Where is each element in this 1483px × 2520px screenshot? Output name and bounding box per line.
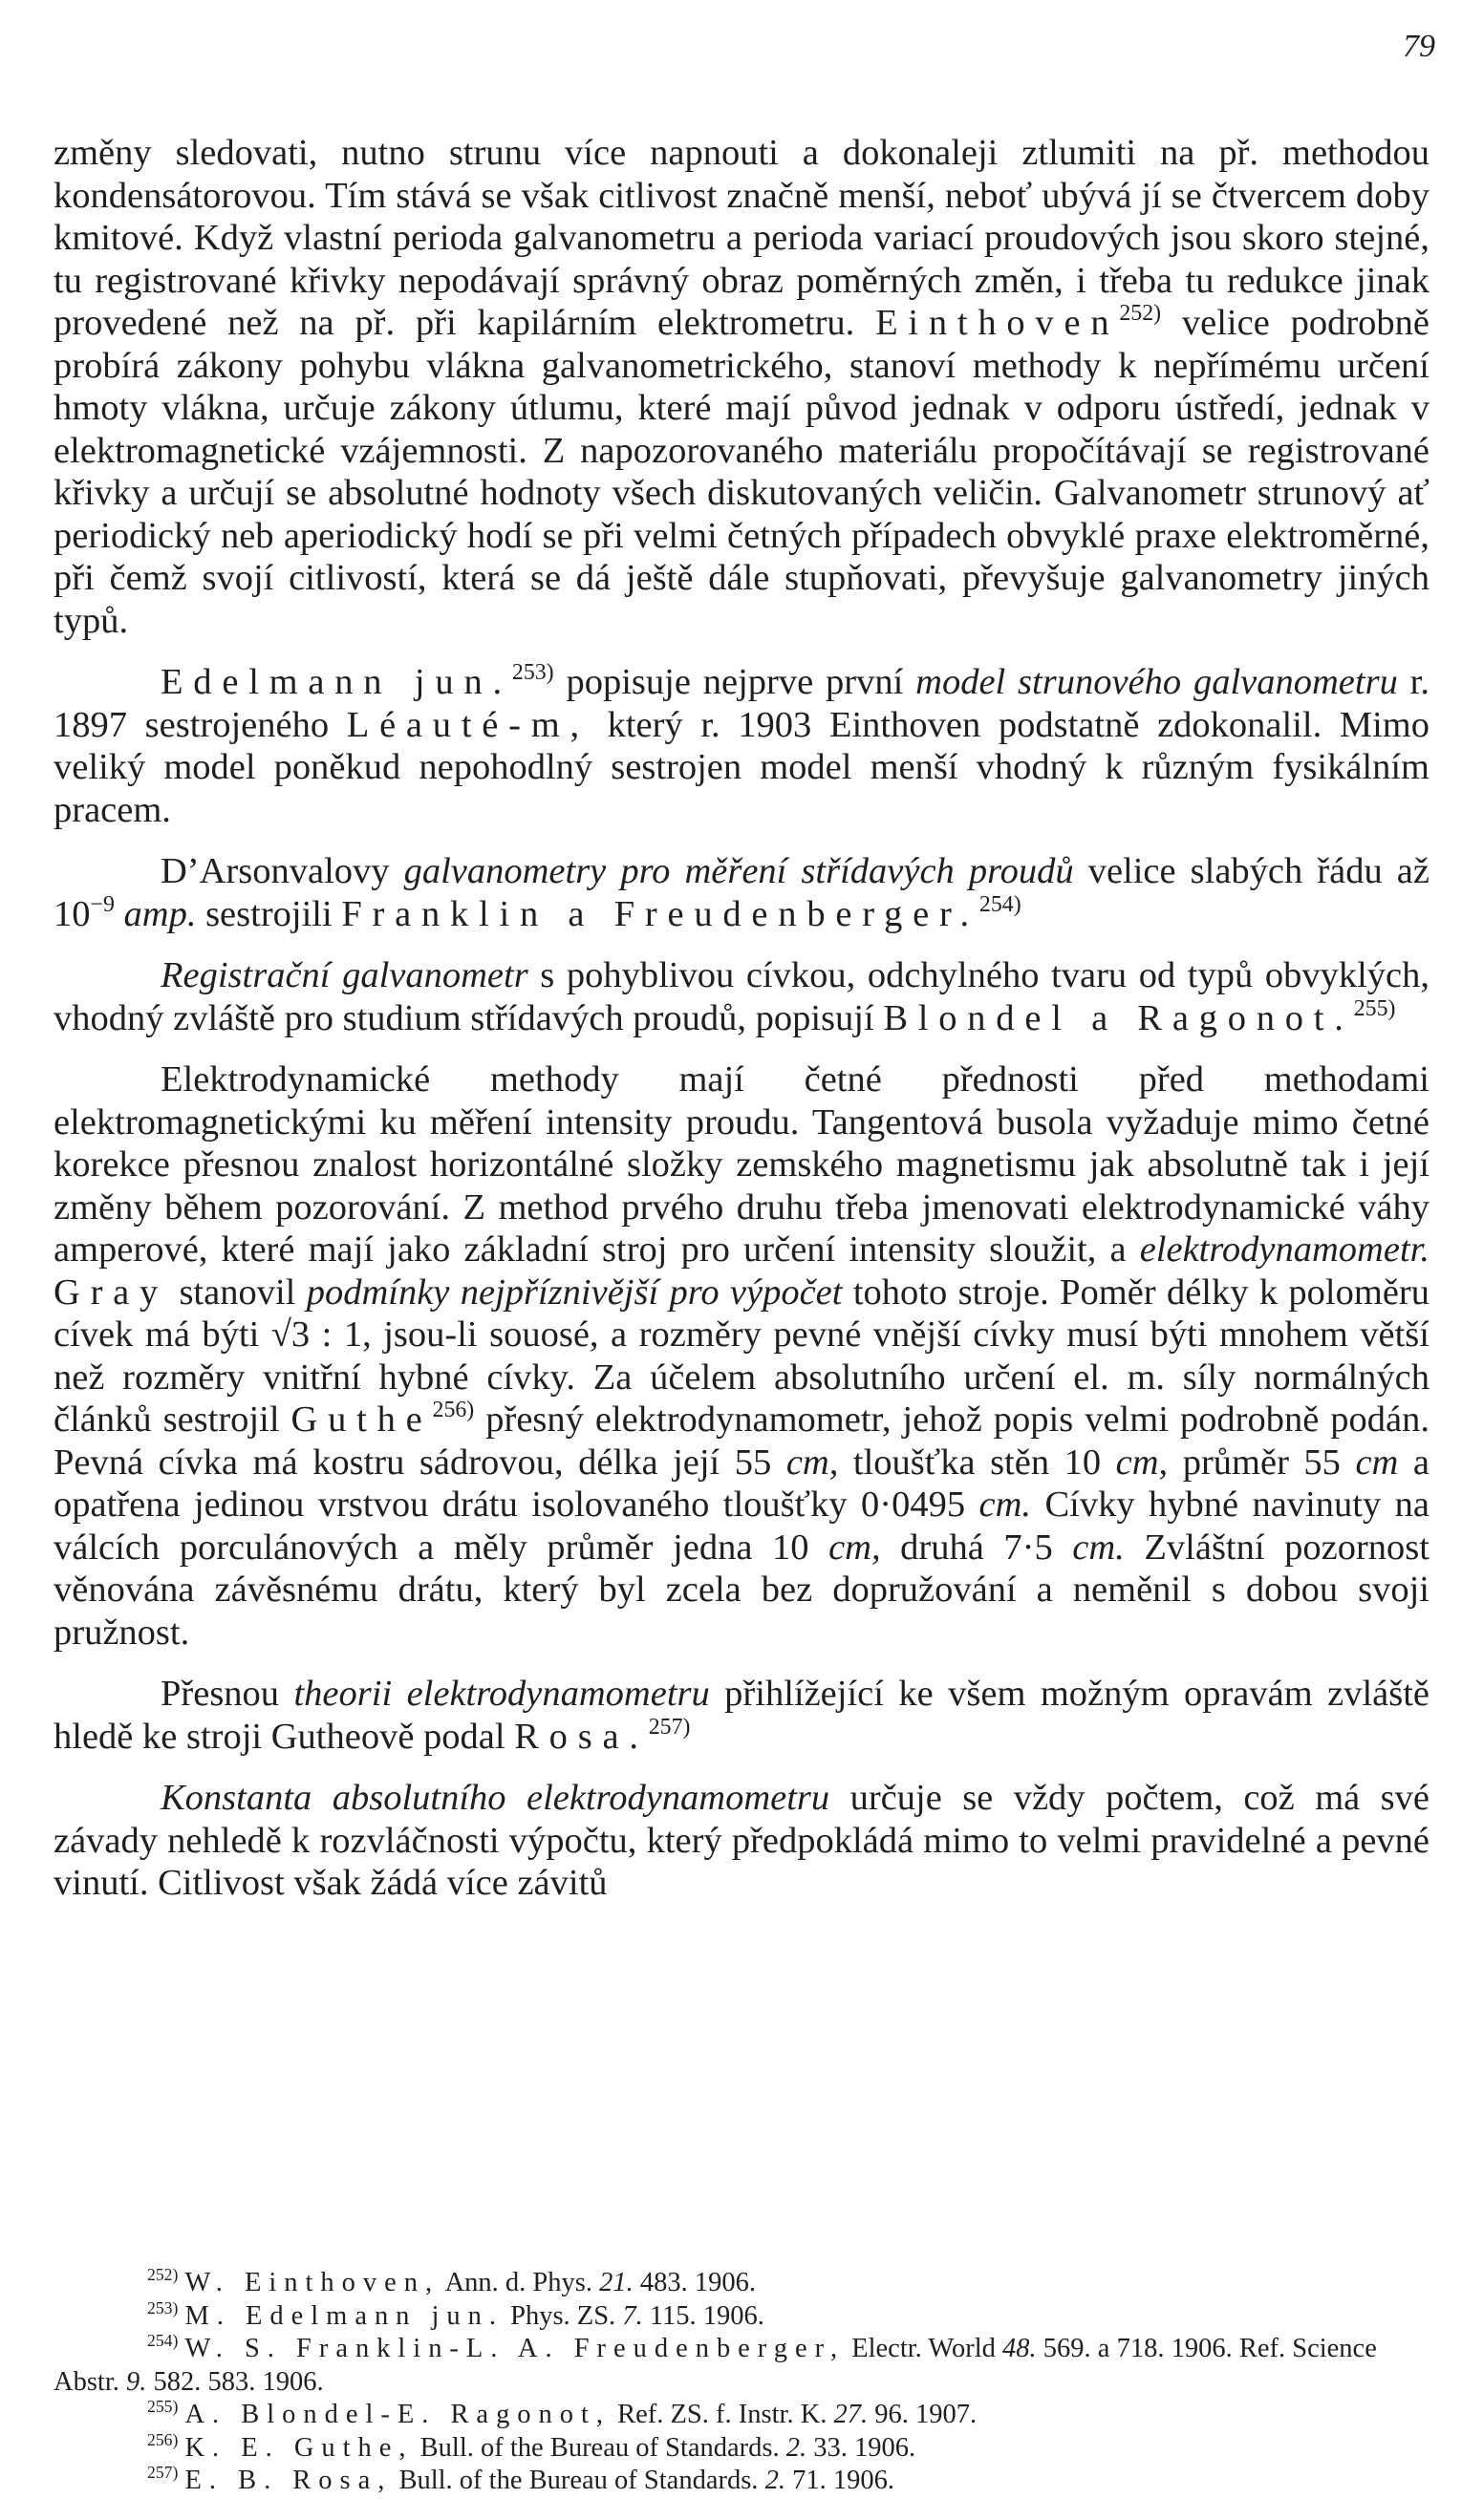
text-run: přesný elektrodynamometr, jehož popis velmi podrobně podán. Pevná cívka má kostru sádrovou, délka její 55: [54, 1399, 1429, 1483]
footnote-reference: 255): [1353, 995, 1396, 1021]
footnote-text: Electr. World: [845, 2334, 1003, 2363]
italic-unit: cm,: [828, 1527, 881, 1568]
footnote-mark: 252): [147, 2265, 179, 2285]
text-run: popisuje nejprve první: [553, 662, 916, 702]
text-run: a opatřena jedinou vrstvou drátu isolovaného tloušťky 0·0495: [54, 1442, 1429, 1525]
text-run: změny sledovati, nutno strunu více napnouti a dokonaleji ztlumiti na př. methodou kondensátorovou. Tím stává se však citlivost značně menší, neboť ubývá jí se čtvercem doby kmitové. Když vlastní perioda galvanometru a perioda variací proudových jsou skoro stejné, tu registrované křivky nepodávají správný obraz poměrných změn, i třeba tu redukce jinak provedené než na př. při kapilárním elektrometru.: [54, 133, 1429, 343]
footnote-author: A. Blondel-E. Ragonot,: [184, 2400, 611, 2429]
footnote-reference: 254): [978, 891, 1021, 917]
italic-term: Konstanta absolutního elektrodynamometru: [161, 1778, 830, 1818]
footnote-text: Bull. of the Bureau of Standards.: [392, 2466, 765, 2495]
italic-unit: cm.: [978, 1484, 1032, 1525]
italic-term: elektrodynamometr.: [1139, 1229, 1429, 1270]
text-run: určuje se vždy počtem, což má své závady nehledě k rozvláčnosti výpočtu, který předpokládá mimo to velmi pravidelné a pevné vinutí. Citlivost však žádá více závitů: [54, 1778, 1429, 1903]
paragraph: [54, 661, 1429, 831]
italic-unit: cm,: [1115, 1442, 1169, 1483]
text-run: sestrojili: [196, 893, 342, 934]
footnote-mark: 255): [147, 2397, 179, 2417]
italic-term: galvanometry pro měření střídavých proudů: [403, 851, 1074, 891]
footnote-mark: 257): [147, 2463, 179, 2483]
footnote-volume: 27.: [833, 2400, 869, 2429]
footnote-reference: 253): [511, 660, 554, 686]
author-name: Blondel a Ragonot.: [883, 997, 1354, 1038]
footnote: [54, 2267, 1429, 2300]
footnote-volume: 2.: [785, 2432, 807, 2463]
italic-term: model strunového galvanometru: [915, 662, 1398, 702]
footnote-author: W. Einthoven,: [184, 2268, 441, 2297]
italic-term: Registrační galvanometr: [161, 955, 528, 995]
footnote-mark: 253): [147, 2297, 179, 2317]
footnote-text: 33. 1906.: [806, 2432, 916, 2463]
text-run: r. 1897 sestrojeného: [54, 662, 1429, 745]
paragraph: [54, 132, 1429, 642]
footnote-reference: 256): [432, 1398, 475, 1423]
author-name: Rosa.: [514, 1716, 649, 1757]
text-run: Zvláštní pozornost věnována závěsnému drátu, který byl zcela bez dopružování a neměnil s dobou svoji pružnost.: [54, 1527, 1429, 1653]
text-run: přihlížející ke všem možným opravám zvláště hledě ke stroji Gutheově podal: [54, 1674, 1429, 1757]
author-name: Guthe: [290, 1399, 433, 1440]
footnote: [54, 2465, 1429, 2498]
footnote: [54, 2297, 1429, 2334]
footnote-text: 115. 1906.: [642, 2300, 764, 2331]
footnote-author: E. B. Rosa,: [184, 2466, 393, 2495]
paragraph: [54, 1777, 1429, 1905]
footnote-text: Phys. ZS.: [503, 2300, 623, 2331]
footnote-volume: 2.: [764, 2466, 785, 2495]
footnote-text: 71. 1906.: [784, 2466, 894, 2495]
author-name: Franklin a Freudenberger.: [341, 893, 979, 934]
text-run: druhá 7·5: [880, 1527, 1073, 1568]
italic-term: theorii elektrodynamometru: [293, 1674, 710, 1714]
paragraph: [54, 1058, 1429, 1654]
exponent: −9: [90, 891, 115, 917]
body-text: [54, 132, 1429, 1924]
footnote-text: Ann. d. Phys.: [440, 2268, 600, 2297]
text-run: stanovil: [168, 1271, 307, 1313]
footnotes-section: [54, 2267, 1429, 2498]
author-name: Edelmann jun.: [161, 662, 512, 702]
text-run: průměr 55: [1168, 1442, 1356, 1483]
footnote-text: 96. 1907.: [868, 2400, 978, 2429]
paragraph: [54, 1673, 1429, 1758]
paragraph: [54, 850, 1429, 935]
footnote-volume: 21.: [599, 2268, 634, 2297]
author-name: Gray: [54, 1271, 169, 1313]
page-number: 79: [1403, 29, 1435, 64]
footnote-volume: 9.: [126, 2366, 147, 2397]
text-run: [115, 894, 124, 934]
footnote-mark: 256): [147, 2429, 179, 2449]
text-run: D’Arsonvalovy: [161, 851, 404, 891]
footnote-mark: 254): [147, 2331, 179, 2351]
footnote-reference: 257): [648, 1714, 691, 1740]
footnote-volume: 48.: [1002, 2334, 1037, 2363]
text-run: s pohyblivou cívkou, odchylného tvaru od typů obvyklých, vhodný zvláště pro studium střídavých proudů, popisují: [54, 955, 1430, 1038]
footnote-author: M. Edelmann jun.: [184, 2300, 504, 2331]
footnote-reference: 252): [1119, 301, 1162, 327]
footnote-volume: 7.: [622, 2300, 643, 2331]
footnote: [54, 2399, 1429, 2432]
text-run: tloušťka stěn 10: [838, 1442, 1116, 1483]
footnote-text: Bull. of the Bureau of Standards.: [413, 2432, 786, 2463]
text-run: který r. 1903 Einthoven podstatně zdokonalil. Mimo veliký model poněkud nepohodlný sestrojen model menší vhodný k různým fysikálním pracem.: [54, 704, 1429, 830]
italic-unit: amp.: [123, 893, 197, 934]
footnote-author: W. S. Franklin-L. A. Freudenberger,: [184, 2334, 846, 2363]
footnote: [54, 2429, 1429, 2466]
text-run: Přesnou: [161, 1674, 294, 1714]
footnote-text: 582. 583. 1906.: [146, 2366, 324, 2397]
author-name: Léauté-m,: [346, 704, 590, 745]
text-run: velice slabých řádu až 10: [54, 851, 1429, 934]
footnote-text: Ref. ZS. f. Instr. K.: [611, 2400, 834, 2429]
author-name: Einthoven: [875, 303, 1120, 343]
text-run: velice podrobně probírá zákony pohybu vlákna galvanometrického, stanoví methody k nepřímému určení hmoty vlákna, určuje zákony útlumu, které mají původ jednak v odporu ústředí, jednak v elektromagnetické vzájemnosti. Z napozorovaného materiálu propočítávají se registrované křivky a určují se absolutné hodnoty všech diskutovaných veličin. Galvanometr strunový ať periodický neb aperiodický hodí se při velmi četných případech obvyklé praxe elektroměrné, při čemž svojí citlivostí, která se dá ještě dále stupňovati, převyšuje galvanometry jiných typů.: [54, 303, 1429, 641]
footnote: [54, 2333, 1429, 2399]
italic-unit: cm,: [785, 1442, 839, 1483]
text-run: Cívky hybné navinuty na válcích porculánových a měly průměr jedna 10: [54, 1484, 1429, 1568]
text-run: Elektrodynamické methody mají četné přednosti před methodami elektromagnetickými ku měření intensity proudu. Tangentová busola vyžaduje mimo četné korekce přesnou znalost horizontálné složky zemského magnetismu jak absolutně tak i její změny během pozorování. Z method prvého druhu třeba jmenovati elektrodynamické váhy amperové, které mají jako základní stroj pro určení intensity sloužit, a: [54, 1059, 1429, 1270]
footnote-text: 569. a 718. 1906. Ref. Science Abstr.: [54, 2334, 1377, 2397]
paragraph: [54, 954, 1429, 1039]
italic-unit: cm.: [1072, 1527, 1125, 1568]
footnote-author: K. E. Guthe,: [184, 2432, 414, 2463]
footnote-text: 483. 1906.: [633, 2268, 756, 2297]
italic-term: podmínky nejpříznivější pro výpočet: [306, 1271, 843, 1313]
text-run: tohoto stroje. Poměr délky k poloměru cívek má býti √3 : 1, jsou-li souosé, a rozměry pevné vnější cívky musí býti mnohem větší než rozměry vnitřní hybné cívky. Za účelem absolutního určení el. m. síly normálných článků sestrojil: [54, 1271, 1429, 1440]
italic-unit: cm: [1355, 1442, 1399, 1483]
